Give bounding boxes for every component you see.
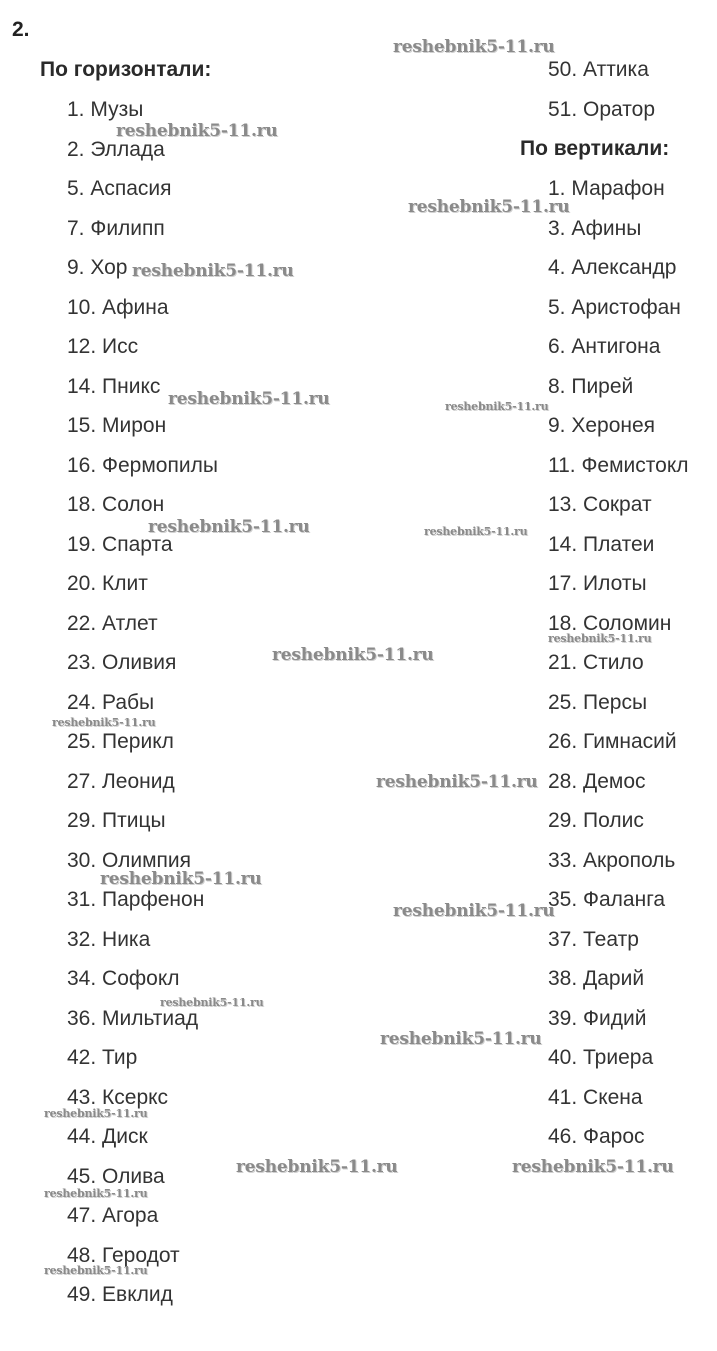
answer-item: 4. Александр (548, 256, 677, 279)
answer-item: 42. Тир (67, 1046, 138, 1069)
answer-item: 44. Диск (67, 1125, 148, 1148)
answer-item: 29. Полис (548, 809, 644, 832)
answer-item: 50. Аттика (548, 58, 649, 81)
watermark-text: reshebnik5-11.ru (393, 901, 555, 921)
answer-item: 25. Перикл (67, 730, 174, 753)
watermark-text: reshebnik5-11.ru (44, 1187, 148, 1200)
answer-item: 1. Марафон (548, 177, 665, 200)
watermark-text: reshebnik5-11.ru (168, 389, 330, 409)
answer-item: 25. Персы (548, 690, 648, 714)
answer-item: 35. Фаланга (548, 888, 666, 911)
watermark-text: reshebnik5-11.ru (236, 1157, 398, 1177)
answer-item: 21. Стило (548, 651, 644, 674)
answer-item: 37. Театр (548, 927, 639, 951)
answer-item: 22. Атлет (67, 611, 158, 635)
watermark-text: reshebnik5-11.ru (408, 197, 570, 217)
answer-item: 14. Платеи (548, 532, 655, 556)
down-heading: По вертикали: (520, 137, 670, 160)
answer-item: 6. Антигона (548, 335, 661, 358)
answer-item: 51. Оратор (548, 97, 655, 121)
watermark-text: reshebnik5-11.ru (160, 996, 264, 1009)
across-heading: По горизонтали: (40, 58, 212, 81)
answer-item: 43. Ксеркс (67, 1085, 169, 1109)
answer-item: 32. Ника (67, 927, 151, 951)
watermark-text: reshebnik5-11.ru (376, 772, 538, 792)
watermark-text: reshebnik5-11.ru (116, 121, 278, 141)
answer-item: 24. Рабы (67, 690, 155, 714)
answer-item: 9. Херонея (548, 414, 656, 437)
answer-item: 28. Демос (548, 769, 646, 793)
watermark-text: reshebnik5-11.ru (132, 261, 294, 281)
answer-item: 11. Фемистокл (548, 453, 689, 477)
watermark-text: reshebnik5-11.ru (393, 37, 555, 57)
answer-item: 7. Филипп (67, 216, 165, 240)
answer-item: 46. Фарос (548, 1125, 645, 1148)
answer-item: 5. Аспасия (67, 177, 172, 200)
answer-item: 40. Триера (548, 1046, 654, 1069)
answer-item: 47. Агора (67, 1204, 159, 1227)
across-continued-list (548, 50, 717, 129)
watermark-text: reshebnik5-11.ru (272, 645, 434, 665)
watermark-text: reshebnik5-11.ru (548, 632, 652, 645)
answer-item: 19. Спарта (67, 532, 173, 556)
answer-item: 5. Аристофан (548, 295, 681, 319)
answer-item: 38. Дарий (548, 967, 645, 990)
answer-item: 31. Парфенон (67, 888, 205, 911)
across-column (40, 50, 340, 1315)
answer-item: 41. Скена (548, 1085, 643, 1109)
answer-item: 20. Клит (67, 572, 148, 595)
answer-item: 26. Гимнасий (548, 730, 677, 753)
answer-item: 8. Пирей (548, 374, 634, 398)
watermark-text: reshebnik5-11.ru (424, 525, 528, 538)
answer-item: 18. Соломин (548, 611, 672, 635)
answer-item: 39. Фидий (548, 1006, 647, 1030)
answer-item: 33. Акрополь (548, 848, 676, 872)
answer-item: 3. Афины (548, 216, 642, 240)
answer-item: 45. Олива (67, 1164, 165, 1188)
watermark-text: reshebnik5-11.ru (380, 1029, 542, 1049)
answer-item: 34. Софокл (67, 967, 180, 990)
answer-item: 12. Исс (67, 335, 139, 358)
watermark-text: reshebnik5-11.ru (52, 716, 156, 729)
answer-item: 23. Оливия (67, 651, 177, 674)
watermark-text: reshebnik5-11.ru (44, 1264, 148, 1277)
answer-item: 9. Хор (67, 256, 128, 279)
answer-item: 13. Сократ (548, 493, 652, 516)
answer-item: 10. Афина (67, 295, 169, 319)
answer-item: 48. Геродот (67, 1243, 180, 1267)
watermark-text: reshebnik5-11.ru (44, 1107, 148, 1120)
watermark-text: reshebnik5-11.ru (445, 400, 549, 413)
across-continued-column (548, 50, 717, 129)
answer-item: 30. Олимпия (67, 848, 192, 872)
answer-item: 14. Пникс (67, 374, 161, 398)
answer-item: 17. Илоты (548, 572, 647, 595)
answer-item: 27. Леонид (67, 769, 175, 793)
answer-item: 36. Мильтиад (67, 1006, 199, 1030)
answer-item: 49. Евклид (67, 1283, 173, 1306)
watermark-text: reshebnik5-11.ru (512, 1157, 674, 1177)
watermark-text: reshebnik5-11.ru (100, 869, 262, 889)
answer-item: 15. Мирон (67, 414, 167, 437)
down-list (520, 169, 717, 1157)
answer-item: 16. Фермопилы (67, 453, 218, 477)
answer-item: 2. Эллада (67, 137, 165, 161)
task-number: 2. (12, 18, 30, 41)
answer-item: 29. Птицы (67, 809, 166, 832)
answer-item: 18. Солон (67, 493, 165, 516)
answer-item: 1. Музы (67, 98, 144, 121)
watermark-text: reshebnik5-11.ru (148, 517, 310, 537)
